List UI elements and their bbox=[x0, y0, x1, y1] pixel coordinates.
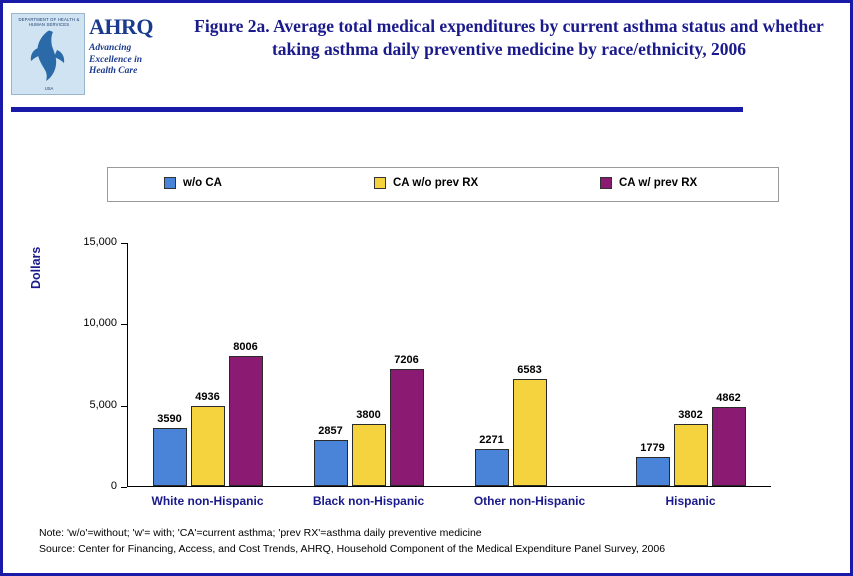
ahrq-initials: AHRQ bbox=[89, 14, 153, 39]
chart-legend bbox=[107, 167, 779, 202]
bar-group bbox=[610, 242, 771, 508]
bar bbox=[636, 457, 670, 486]
ahrq-logo bbox=[11, 13, 171, 97]
y-axis-tick-label: 10,000 bbox=[83, 317, 117, 330]
ahrq-tagline bbox=[89, 43, 171, 78]
bar-value-label: 2857 bbox=[318, 424, 343, 437]
hhs-bird-icon bbox=[26, 28, 70, 84]
bar-value-label: 3590 bbox=[157, 412, 182, 425]
y-axis-label: Dollars bbox=[29, 246, 43, 289]
ahrq-tagline-line2: Excellence in bbox=[89, 54, 143, 65]
legend-swatch-icon bbox=[374, 177, 386, 189]
x-axis-category-label: Hispanic bbox=[665, 494, 716, 508]
bar-value-label: 1779 bbox=[640, 442, 665, 455]
x-axis-line bbox=[127, 486, 771, 487]
legend-item-1 bbox=[374, 177, 478, 189]
x-axis-category-label: Black non-Hispanic bbox=[312, 494, 425, 508]
bar-value-label: 8006 bbox=[233, 340, 258, 353]
bar bbox=[191, 406, 225, 486]
chart-plot-area bbox=[83, 236, 771, 508]
legend-swatch-icon bbox=[600, 177, 612, 189]
bar-group bbox=[449, 242, 610, 508]
bar-value-label: 3800 bbox=[356, 409, 381, 422]
figure-header bbox=[3, 3, 850, 107]
x-axis-category-label: Other non-Hispanic bbox=[473, 494, 586, 508]
bar bbox=[475, 449, 509, 486]
legend-label: CA w/ prev RX bbox=[619, 177, 698, 189]
legend-label: CA w/o prev RX bbox=[393, 177, 479, 189]
footnote-source: Source: Center for Financing, Access, and Cost Trends, AHRQ, Household Component of the Medical Expenditure Panel Survey, 2006 bbox=[39, 543, 666, 555]
bar-value-label: 4936 bbox=[195, 390, 220, 403]
ahrq-wordmark bbox=[89, 15, 171, 95]
bar-value-label: 2271 bbox=[479, 434, 504, 447]
footnote-note: Note: 'w/o'=without; 'w'= with; 'CA'=current asthma; 'prev RX'=asthma daily preventive medicine bbox=[39, 527, 482, 539]
bar-value-label: 7206 bbox=[394, 353, 419, 366]
y-axis-tick-label: 15,000 bbox=[83, 236, 117, 248]
hhs-seal-top-text: DEPARTMENT OF HEALTH & HUMAN SERVICES bbox=[18, 17, 80, 27]
y-axis-tick-label: 5,000 bbox=[89, 398, 117, 411]
y-axis-tick bbox=[121, 487, 127, 488]
figure-footnotes bbox=[39, 525, 819, 557]
y-axis-tick-label: 0 bbox=[110, 480, 117, 492]
bar bbox=[314, 440, 348, 486]
legend-item-2 bbox=[600, 177, 697, 189]
bar bbox=[153, 428, 187, 486]
bar bbox=[712, 407, 746, 486]
ahrq-tagline-line1: Advancing bbox=[89, 43, 132, 53]
ahrq-tagline-line3: Health Care bbox=[89, 66, 138, 76]
bar bbox=[674, 424, 708, 486]
figure-title: Figure 2a. Average total medical expenditures by current asthma status and whether taking asthma daily preventive medicine by race/ethnicity, 2006 bbox=[194, 16, 824, 59]
bar-value-label: 6583 bbox=[517, 363, 542, 376]
header-divider bbox=[11, 107, 743, 112]
bar bbox=[229, 356, 263, 486]
legend-label: w/o CA bbox=[183, 177, 222, 189]
hhs-seal-icon bbox=[11, 13, 85, 95]
bar bbox=[352, 424, 386, 486]
bar-group bbox=[127, 242, 288, 508]
bar bbox=[513, 379, 547, 486]
bar-group bbox=[288, 242, 449, 508]
bar-value-label: 3802 bbox=[678, 409, 703, 422]
bar-value-label: 4862 bbox=[716, 391, 741, 404]
legend-swatch-icon bbox=[164, 177, 176, 189]
hhs-seal-bottom-text: USA bbox=[44, 86, 54, 91]
x-axis-category-label: White non-Hispanic bbox=[151, 494, 264, 508]
bar bbox=[390, 369, 424, 486]
legend-item-0 bbox=[164, 177, 222, 189]
